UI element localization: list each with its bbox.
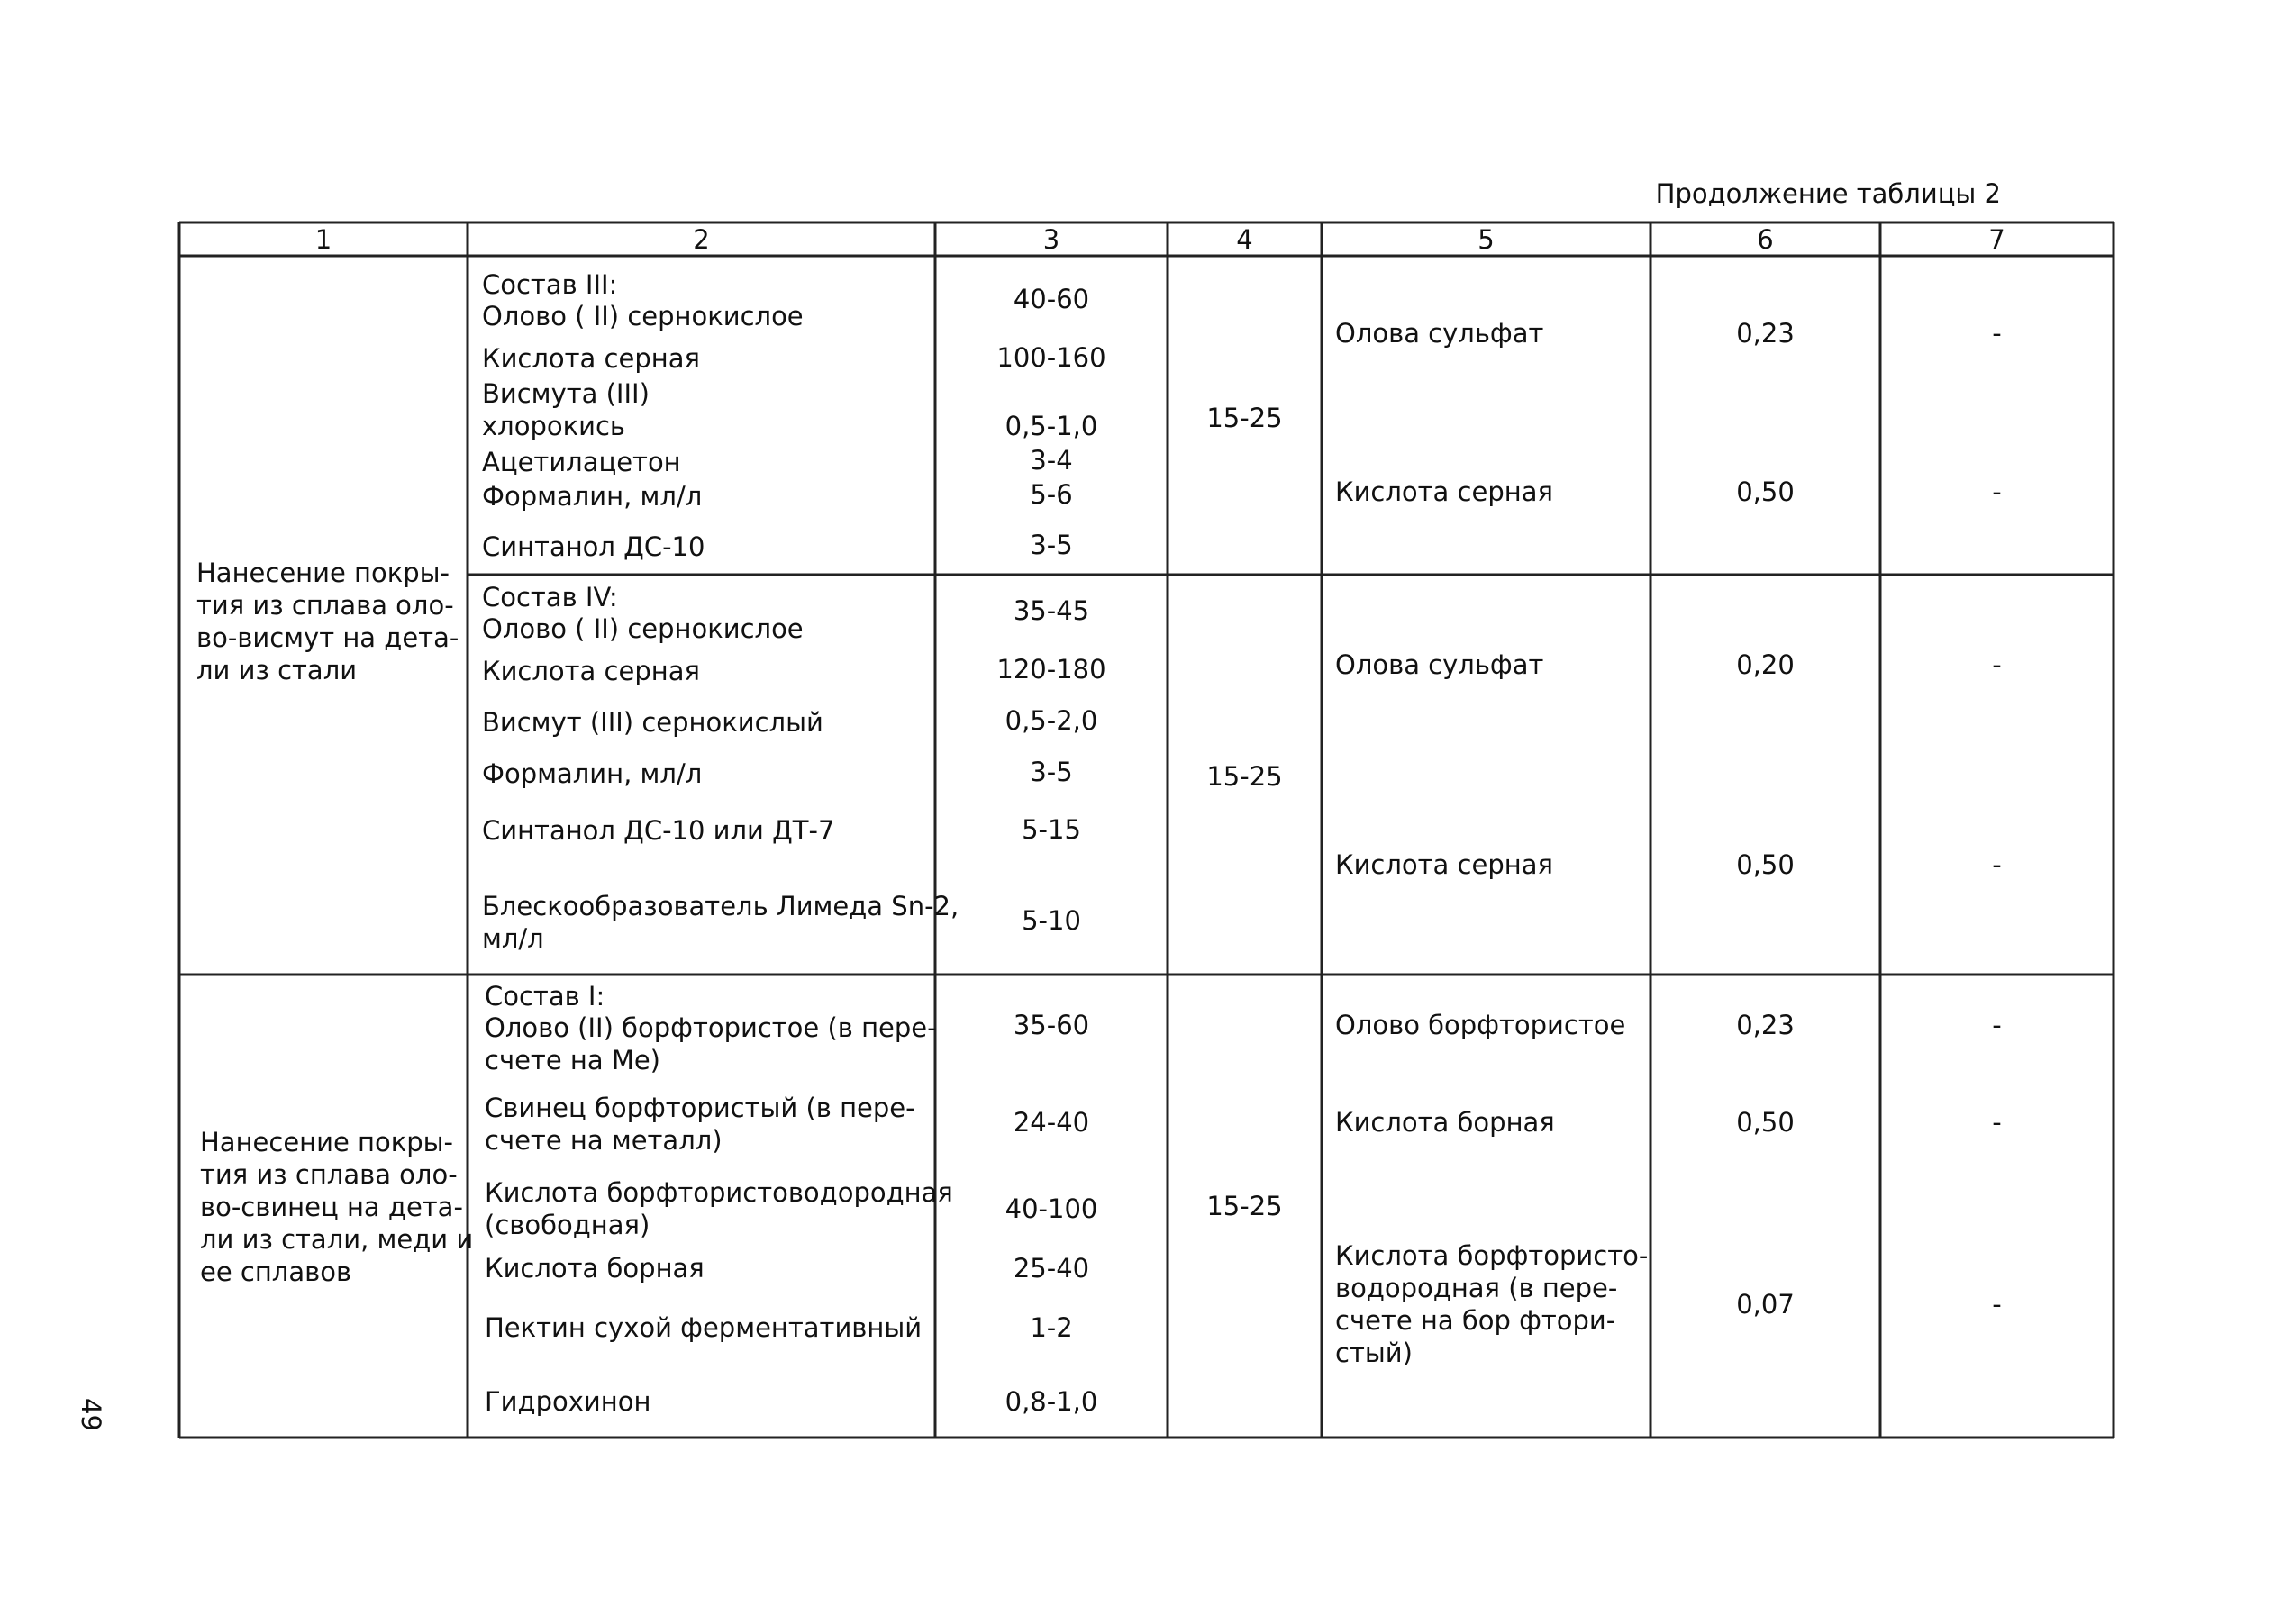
temperature-value: 15-25	[1206, 761, 1283, 792]
col7-value: -	[1992, 649, 2002, 680]
process-cell: Нанесение покры- тия из сплава оло- во-висмут на дета- ли из стали	[196, 558, 459, 685]
control-name: Олова сульфат	[1335, 649, 1544, 680]
component-name: Формалин, мл/л	[482, 758, 703, 789]
control-name: Олова сульфат	[1335, 318, 1544, 349]
component-amount: 3-4	[1030, 445, 1073, 476]
control-name: Кислота серная	[1335, 476, 1553, 507]
table-caption: Продолжение таблицы 2	[1655, 178, 2001, 209]
header-col-6: 6	[1757, 224, 1774, 255]
component-name: Кислота серная	[482, 656, 700, 686]
component-amount: 35-60	[1013, 1010, 1090, 1040]
page-number: 49	[76, 1398, 106, 1431]
component-amount: 0,8-1,0	[1005, 1386, 1098, 1417]
process-cell: Нанесение покры- тия из сплава оло- во-свинец на дета- ли из стали, меди и ее сплавов	[200, 1127, 474, 1287]
component-name: Ацетилацетон	[482, 447, 681, 477]
header-col-3: 3	[1042, 224, 1060, 255]
col7-value: -	[1992, 849, 2002, 880]
component-amount: 3-5	[1030, 530, 1073, 560]
temperature-value: 15-25	[1206, 403, 1283, 433]
component-amount: 40-60	[1013, 284, 1090, 314]
col7-value: -	[1992, 1010, 2002, 1040]
control-name: Кислота борная	[1335, 1107, 1555, 1138]
component-name: Кислота серная	[482, 343, 700, 374]
col7-value: -	[1992, 1107, 2002, 1138]
header-col-4: 4	[1236, 224, 1253, 255]
component-amount: 0,5-2,0	[1005, 705, 1098, 736]
control-name: Кислота серная	[1335, 849, 1553, 880]
component-amount: 1-2	[1030, 1312, 1073, 1343]
header-col-5: 5	[1477, 224, 1495, 255]
component-name: Синтанол ДС-10 или ДТ-7	[482, 815, 835, 846]
component-name: Олово ( II) сернокислое	[482, 613, 804, 644]
col7-value: -	[1992, 476, 2002, 507]
control-value: 0,23	[1736, 318, 1795, 349]
col7-value: -	[1992, 318, 2002, 349]
component-amount: 25-40	[1013, 1253, 1090, 1284]
control-value: 0,20	[1736, 649, 1795, 680]
composition-title: Состав III:	[482, 269, 618, 300]
component-name: Блескообразователь Лимеда Sn-2, мл/л	[482, 891, 959, 954]
control-value: 0,50	[1736, 476, 1795, 507]
control-name: Олово борфтористое	[1335, 1010, 1626, 1040]
control-value: 0,50	[1736, 1107, 1795, 1138]
component-amount: 0,5-1,0	[1005, 411, 1098, 441]
component-name: Олово ( II) сернокислое	[482, 301, 804, 331]
control-value: 0,23	[1736, 1010, 1795, 1040]
component-name: Висмута (III) хлорокись	[482, 378, 650, 441]
composition-title: Состав IV:	[482, 582, 618, 612]
temperature-value: 15-25	[1206, 1191, 1283, 1221]
component-amount: 3-5	[1030, 757, 1073, 787]
component-name: Синтанол ДС-10	[482, 531, 705, 562]
control-value: 0,50	[1736, 849, 1795, 880]
component-amount: 5-6	[1030, 479, 1073, 510]
header-col-1: 1	[314, 224, 332, 255]
header-col-7: 7	[1988, 224, 2005, 255]
control-value: 0,07	[1736, 1289, 1795, 1320]
component-amount: 5-10	[1022, 905, 1081, 936]
component-amount: 35-45	[1013, 595, 1090, 626]
component-name: Кислота борная	[485, 1253, 705, 1284]
component-name: Пектин сухой ферментативный	[485, 1312, 923, 1343]
component-amount: 40-100	[1005, 1193, 1098, 1224]
component-name: Висмут (III) сернокислый	[482, 707, 823, 738]
component-amount: 24-40	[1013, 1107, 1090, 1138]
component-name: Кислота борфтористоводородная (свободная)	[485, 1177, 953, 1240]
header-col-2: 2	[693, 224, 710, 255]
component-name: Формалин, мл/л	[482, 481, 703, 512]
col7-value: -	[1992, 1289, 2002, 1320]
composition-title: Состав I:	[485, 981, 605, 1012]
component-name: Свинец борфтористый (в пере- счете на металл)	[485, 1093, 915, 1156]
component-name: Гидрохинон	[485, 1386, 651, 1417]
control-name: Кислота борфтористо- водородная (в пере- счете на бор фтори- стый)	[1335, 1240, 1649, 1368]
component-amount: 5-15	[1022, 814, 1081, 845]
component-amount: 100-160	[996, 342, 1106, 373]
component-name: Олово (II) борфтористое (в пере- счете на Me)	[485, 1012, 937, 1075]
component-amount: 120-180	[996, 654, 1106, 685]
